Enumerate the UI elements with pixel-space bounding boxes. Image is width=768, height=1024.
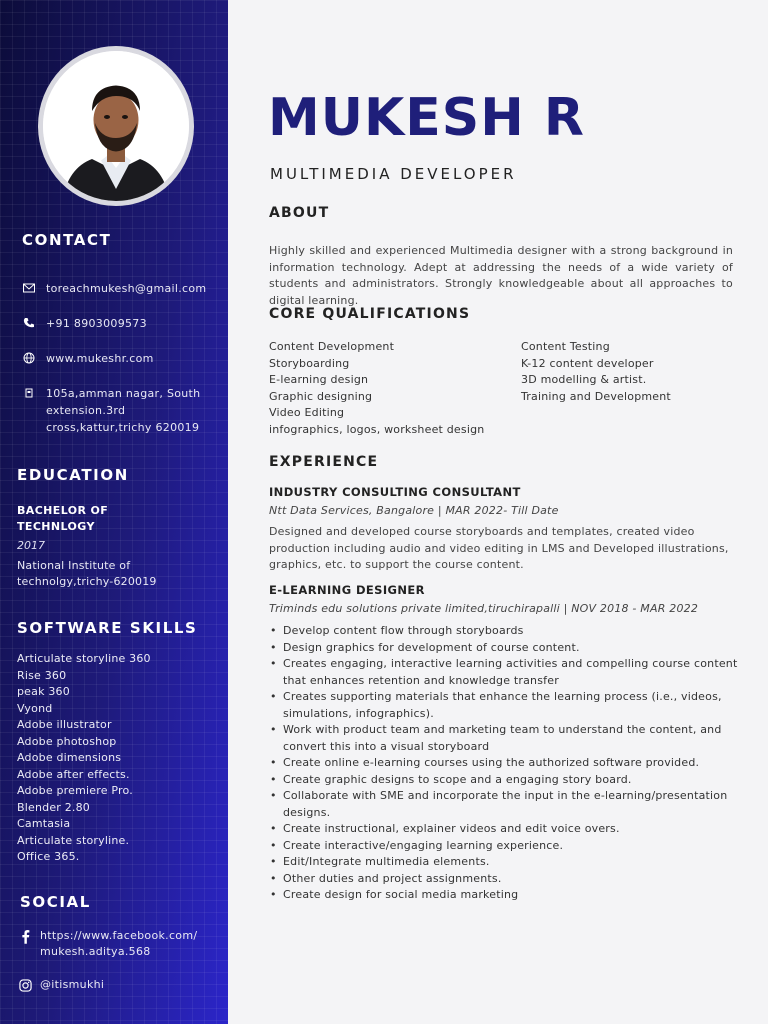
social-instagram[interactable] — [18, 977, 104, 993]
education-year: 2017 — [17, 539, 45, 552]
contact-website[interactable] — [22, 350, 154, 367]
list-item: • Work with product team and marketing team to understand the content, and convert this into a visual storyboard — [269, 722, 739, 755]
list-item: • Create instructional, explainer videos and edit voice overs. — [269, 821, 739, 838]
list-item: Vyond — [17, 701, 53, 715]
address-text: 105a,amman nagar, South extension.3rd cross,kattur,trichy 620019 — [46, 387, 201, 434]
list-item: Graphic designing — [269, 389, 373, 403]
list-item: • Collaborate with SME and incorporate the input in the e-learning/presentation designs. — [269, 788, 739, 821]
profile-photo — [43, 51, 189, 201]
list-item: K-12 content developer — [521, 356, 654, 370]
candidate-name: MUKESH R — [268, 88, 585, 148]
list-item: • Other duties and project assignments. — [269, 871, 739, 888]
list-item: peak 360 — [17, 685, 70, 698]
education-institute: National Institute of technolgy,trichy-620019 — [17, 559, 157, 588]
mail-icon — [22, 281, 36, 295]
contact-heading: CONTACT — [22, 231, 112, 249]
list-item: • Creates engaging, interactive learning activities and compelling course content that enhances retention and knowledge transfer — [269, 656, 739, 689]
list-item: • Edit/Integrate multimedia elements. — [269, 854, 739, 871]
facebook-icon — [18, 928, 32, 944]
phone-text: +91 8903009573 — [46, 317, 147, 330]
instagram-icon — [18, 977, 32, 993]
list-item: Storyboarding — [269, 356, 350, 370]
list-item: Office 365. — [17, 850, 80, 863]
contact-email[interactable] — [22, 280, 206, 297]
candidate-role: MULTIMEDIA DEVELOPER — [270, 165, 517, 183]
education-heading: EDUCATION — [17, 466, 129, 484]
about-heading: ABOUT — [269, 205, 330, 221]
list-item: E-learning design — [269, 373, 369, 386]
contact-phone[interactable] — [22, 315, 147, 332]
list-item: Blender 2.80 — [17, 800, 91, 814]
list-item: • Create graphic designs to scope and a engaging story board. — [269, 772, 739, 789]
list-item: • Design graphics for development of course content. — [269, 640, 739, 657]
phone-icon — [22, 316, 36, 330]
list-item: Articulate storyline. — [17, 833, 130, 847]
software-skills-heading: SOFTWARE SKILLS — [17, 619, 198, 637]
education-degree: BACHELOR OF TECHNLOGY — [17, 504, 109, 533]
job1-title: INDUSTRY CONSULTING CONSULTANT — [269, 485, 521, 499]
job2-meta: Triminds edu solutions private limited,tiruchirapalli | NOV 2018 - MAR 2022 — [269, 602, 699, 615]
list-item: Adobe after effects. — [17, 767, 130, 781]
core-qualifications-heading: CORE QUALIFICATIONS — [269, 306, 471, 322]
list-item: Content Development — [269, 340, 395, 353]
list-item: Content Testing — [521, 340, 610, 353]
qualifications-right-list — [521, 339, 671, 405]
sidebar — [0, 0, 228, 1024]
list-item: • Create interactive/engaging learning experience. — [269, 838, 739, 855]
contact-address — [22, 385, 207, 436]
list-item: • Create design for social media marketing — [269, 887, 739, 904]
list-item: Adobe illustrator — [17, 718, 112, 731]
facebook-link[interactable]: https://www.facebook.com/ mukesh.aditya.568 — [40, 929, 198, 958]
list-item: Adobe dimensions — [17, 751, 122, 764]
qualifications-left-list — [269, 339, 484, 438]
list-item: Camtasia — [17, 817, 71, 830]
globe-icon — [22, 351, 36, 365]
software-skills-list — [17, 651, 151, 866]
instagram-handle[interactable]: @itismukhi — [40, 978, 105, 991]
list-item: Video Editing — [269, 406, 345, 419]
list-item: 3D modelling & artist. — [521, 373, 647, 386]
social-facebook[interactable] — [18, 928, 208, 960]
social-heading: SOCIAL — [20, 893, 91, 911]
job1-meta: Ntt Data Services, Bangalore | MAR 2022- Till Date — [269, 504, 559, 517]
list-item: Adobe premiere Pro. — [17, 784, 133, 797]
job1-description: Designed and developed course storyboards and templates, created video production including audio and video editing in LMS and Developed illustrations, graphics, etc. to support the course content. — [269, 525, 729, 571]
location-icon — [22, 386, 36, 400]
job2-title: E-LEARNING DESIGNER — [269, 583, 425, 597]
website-text: www.mukeshr.com — [46, 352, 154, 365]
list-item: Training and Development — [521, 389, 671, 403]
list-item: • Develop content flow through storyboards — [269, 623, 739, 640]
profile-photo-frame — [38, 46, 194, 206]
list-item: Articulate storyline 360 — [17, 652, 151, 665]
list-item: • Creates supporting materials that enhance the learning process (i.e., videos, simulations, infographics). — [269, 689, 739, 722]
list-item: Adobe photoshop — [17, 734, 117, 748]
email-text: toreachmukesh@gmail.com — [46, 282, 207, 295]
list-item: Rise 360 — [17, 668, 67, 682]
experience-heading: EXPERIENCE — [269, 454, 379, 470]
about-text: Highly skilled and experienced Multimedia designer with a strong background in information technology. Adept at addressing the needs of a wide variety of students and administrators. Strongly knowledgeable about all approaches to digital learning. — [269, 244, 733, 307]
job2-duties-list — [269, 623, 739, 904]
list-item: • Create online e-learning courses using the authorized software provided. — [269, 755, 739, 772]
list-item: infographics, logos, worksheet design — [269, 422, 485, 436]
